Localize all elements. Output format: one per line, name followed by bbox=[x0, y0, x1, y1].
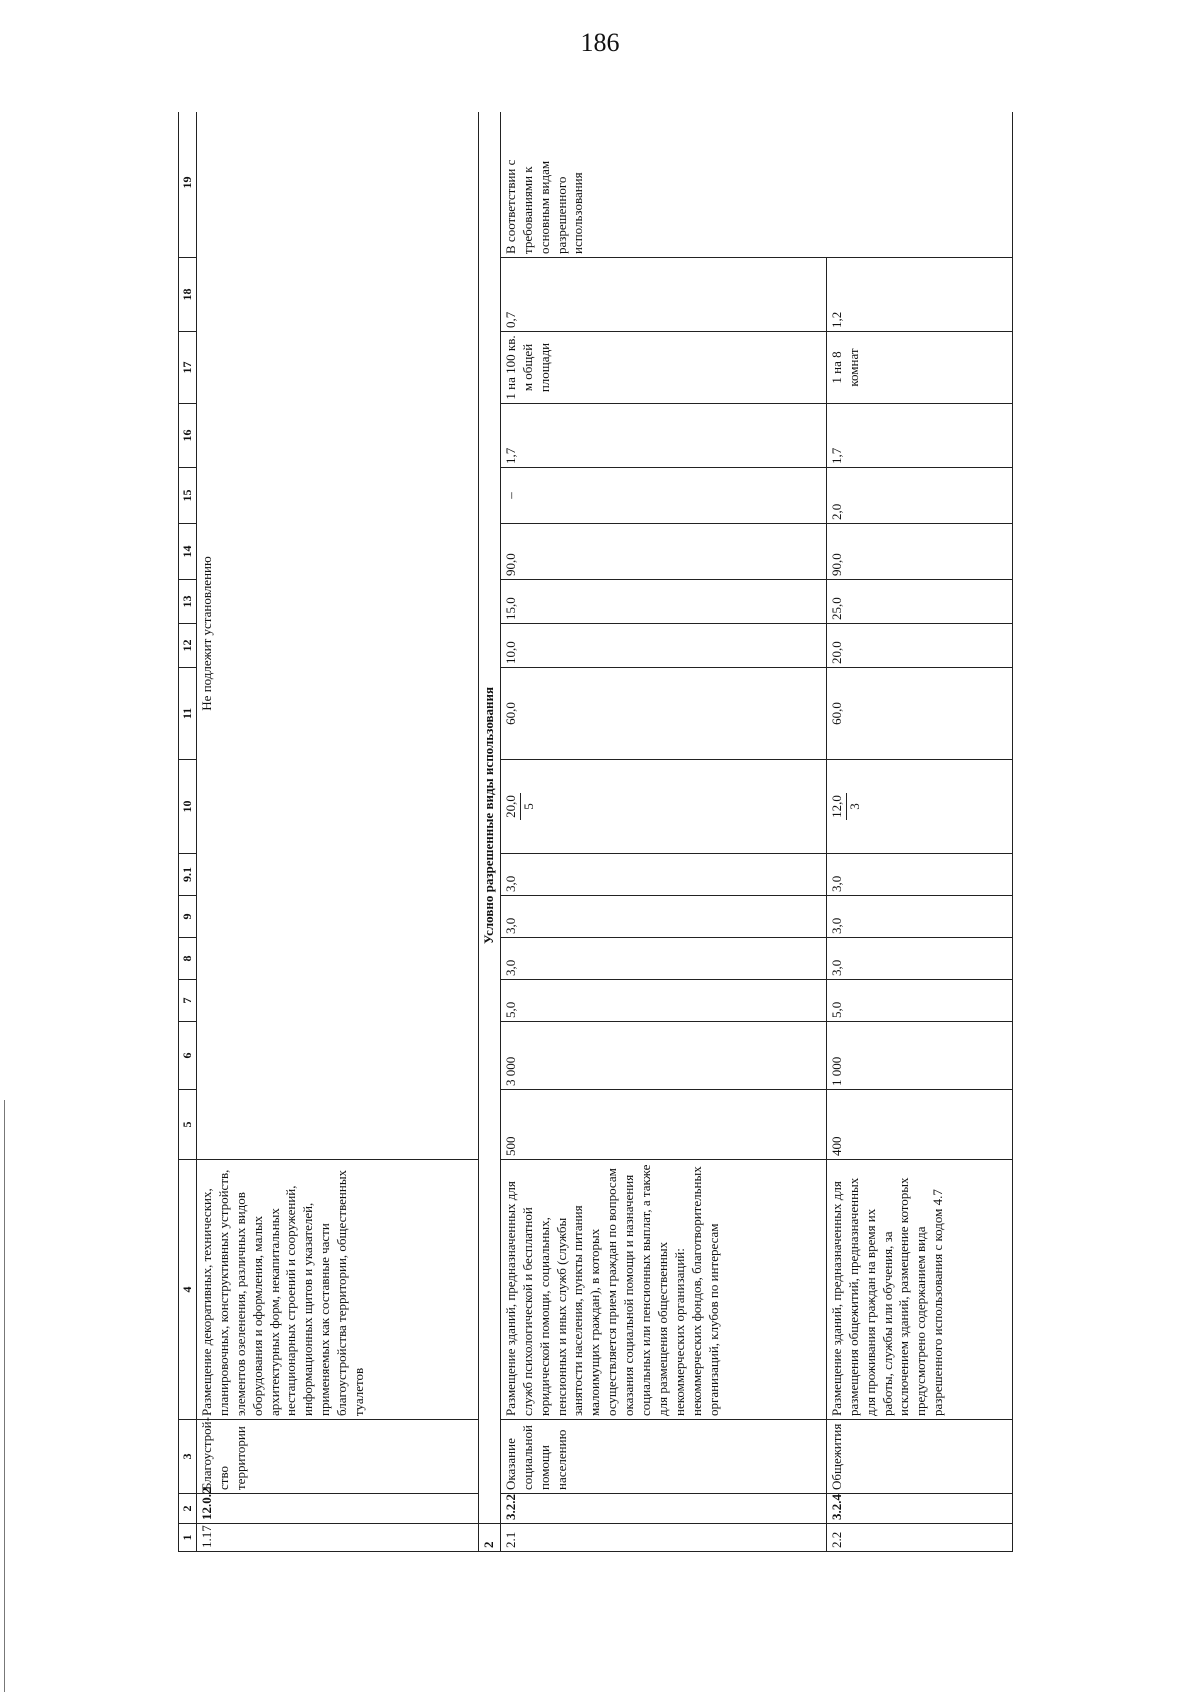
table-row-2-1 bbox=[500, 112, 826, 1552]
cell-c7: 5,0 bbox=[826, 980, 1012, 1022]
section-number: 2 bbox=[479, 1524, 501, 1552]
col-header: 13 bbox=[179, 580, 197, 624]
cell-c18: 1,2 bbox=[826, 258, 1012, 332]
cell-c9: 3,0 bbox=[826, 896, 1012, 938]
cell-c15: – bbox=[500, 468, 826, 524]
col-header: 16 bbox=[179, 404, 197, 468]
cell-c17: 1 на 8 комнат bbox=[826, 332, 1012, 404]
cell-c13: 25,0 bbox=[826, 580, 1012, 624]
fraction-numerator: 12,0 bbox=[829, 793, 847, 820]
col-header: 8 bbox=[179, 938, 197, 980]
row-description: Размещение зданий, предназначенных для служб психологической и бесплатной юридической помощи, социальных, пенсионных и иных служб (службы занятости населения, пункты питания малоимущих граждан), в которых осуществляется прием граждан по вопросам оказания социальной помощи и назначения социальных или пенсионных выплат, а также для размещения общественных некоммерческих организаций: некоммерческих фондов, благотворительных организаций, клубов по интересам bbox=[500, 1160, 826, 1420]
cell-c12: 20,0 bbox=[826, 624, 1012, 668]
cell-c9-1: 3,0 bbox=[500, 854, 826, 896]
cell-c7: 5,0 bbox=[500, 980, 826, 1022]
cell-c15: 2,0 bbox=[826, 468, 1012, 524]
col-header: 19 bbox=[179, 112, 197, 258]
col-header: 17 bbox=[179, 332, 197, 404]
cell-c9-1: 3,0 bbox=[826, 854, 1012, 896]
row-number: 1.17 bbox=[197, 1524, 479, 1552]
col-header: 2 bbox=[179, 1494, 197, 1524]
col-header: 18 bbox=[179, 258, 197, 332]
fraction-numerator: 20,0 bbox=[503, 793, 521, 820]
cell-c5: 400 bbox=[826, 1090, 1012, 1160]
cell-c5: 500 bbox=[500, 1090, 826, 1160]
rotated-table-frame bbox=[178, 112, 1098, 1552]
cell-c8: 3,0 bbox=[500, 938, 826, 980]
row-code: 3.2.4 bbox=[826, 1494, 1012, 1524]
cell-c8: 3,0 bbox=[826, 938, 1012, 980]
cell-c6: 1 000 bbox=[826, 1022, 1012, 1090]
cell-c13: 15,0 bbox=[500, 580, 826, 624]
row-name: Оказание социальной помощи населению bbox=[500, 1420, 826, 1494]
scan-margin-line bbox=[4, 1100, 5, 1692]
col-header: 9.1 bbox=[179, 854, 197, 896]
fraction-denominator: 3 bbox=[846, 803, 862, 810]
cell-c14: 90,0 bbox=[500, 524, 826, 580]
col-header: 14 bbox=[179, 524, 197, 580]
table-row-1-17 bbox=[197, 112, 479, 1552]
row-number: 2.2 bbox=[826, 1524, 1012, 1552]
col-header: 11 bbox=[179, 668, 197, 760]
cell-c6: 3 000 bbox=[500, 1022, 826, 1090]
col-header: 3 bbox=[179, 1420, 197, 1494]
col-header: 6 bbox=[179, 1022, 197, 1090]
row-note: Не подлежит установлению bbox=[197, 112, 479, 1160]
cell-c14: 90,0 bbox=[826, 524, 1012, 580]
cell-c18: 0,7 bbox=[500, 258, 826, 332]
col-header: 12 bbox=[179, 624, 197, 668]
col-header: 1 bbox=[179, 1524, 197, 1552]
row-code: 12.0.2 bbox=[197, 1494, 479, 1524]
zoning-table bbox=[178, 112, 1013, 1552]
cell-c9: 3,0 bbox=[500, 896, 826, 938]
col-header: 9 bbox=[179, 896, 197, 938]
col-header: 10 bbox=[179, 760, 197, 854]
row-name: Общежития bbox=[826, 1420, 1012, 1494]
col-header: 4 bbox=[179, 1160, 197, 1420]
column-number-row bbox=[179, 112, 197, 1552]
cell-c11: 60,0 bbox=[826, 668, 1012, 760]
fraction bbox=[829, 793, 864, 820]
cell-c17: 1 на 100 кв. м общей площади bbox=[500, 332, 826, 404]
cell-c19: В соответствии с требованиями к основным видам разрешенного использования bbox=[500, 112, 1012, 258]
col-header: 5 bbox=[179, 1090, 197, 1160]
col-header: 7 bbox=[179, 980, 197, 1022]
cell-c12: 10,0 bbox=[500, 624, 826, 668]
cell-c11: 60,0 bbox=[500, 668, 826, 760]
row-code: 3.2.2 bbox=[500, 1494, 826, 1524]
fraction-denominator: 5 bbox=[520, 803, 536, 810]
cell-c10 bbox=[500, 760, 826, 854]
page-number: 186 bbox=[580, 28, 620, 57]
row-name: Благоустрой-ство территории bbox=[197, 1420, 479, 1494]
cell-c16: 1,7 bbox=[826, 404, 1012, 468]
cell-c16: 1,7 bbox=[500, 404, 826, 468]
section-title: Условно разрешенные виды использования bbox=[479, 112, 501, 1524]
section-row-2 bbox=[479, 112, 501, 1552]
rotated-table-container bbox=[178, 112, 1098, 1552]
cell-c10 bbox=[826, 760, 1012, 854]
fraction bbox=[503, 793, 538, 820]
row-number: 2.1 bbox=[500, 1524, 826, 1552]
table-row-2-2 bbox=[826, 112, 1012, 1552]
col-header: 15 bbox=[179, 468, 197, 524]
row-description: Размещение декоративных, технических, планировочных, конструктивных устройств, элементов озеленения, различных видов оборудования и оформления, малых архитектурных форм, некапитальных нестационарных строений и сооружений, информационных щитов и указателей, применяемых как составные части благоустройства территории, общественных туалетов bbox=[197, 1160, 479, 1420]
row-description: Размещение зданий, предназначенных для размещения общежитий, предназначенных для проживания граждан на время их работы, службы или обучения, за исключением зданий, размещение которых предусмотрено содержанием вида разрешенного использования с кодом 4.7 bbox=[826, 1160, 1012, 1420]
